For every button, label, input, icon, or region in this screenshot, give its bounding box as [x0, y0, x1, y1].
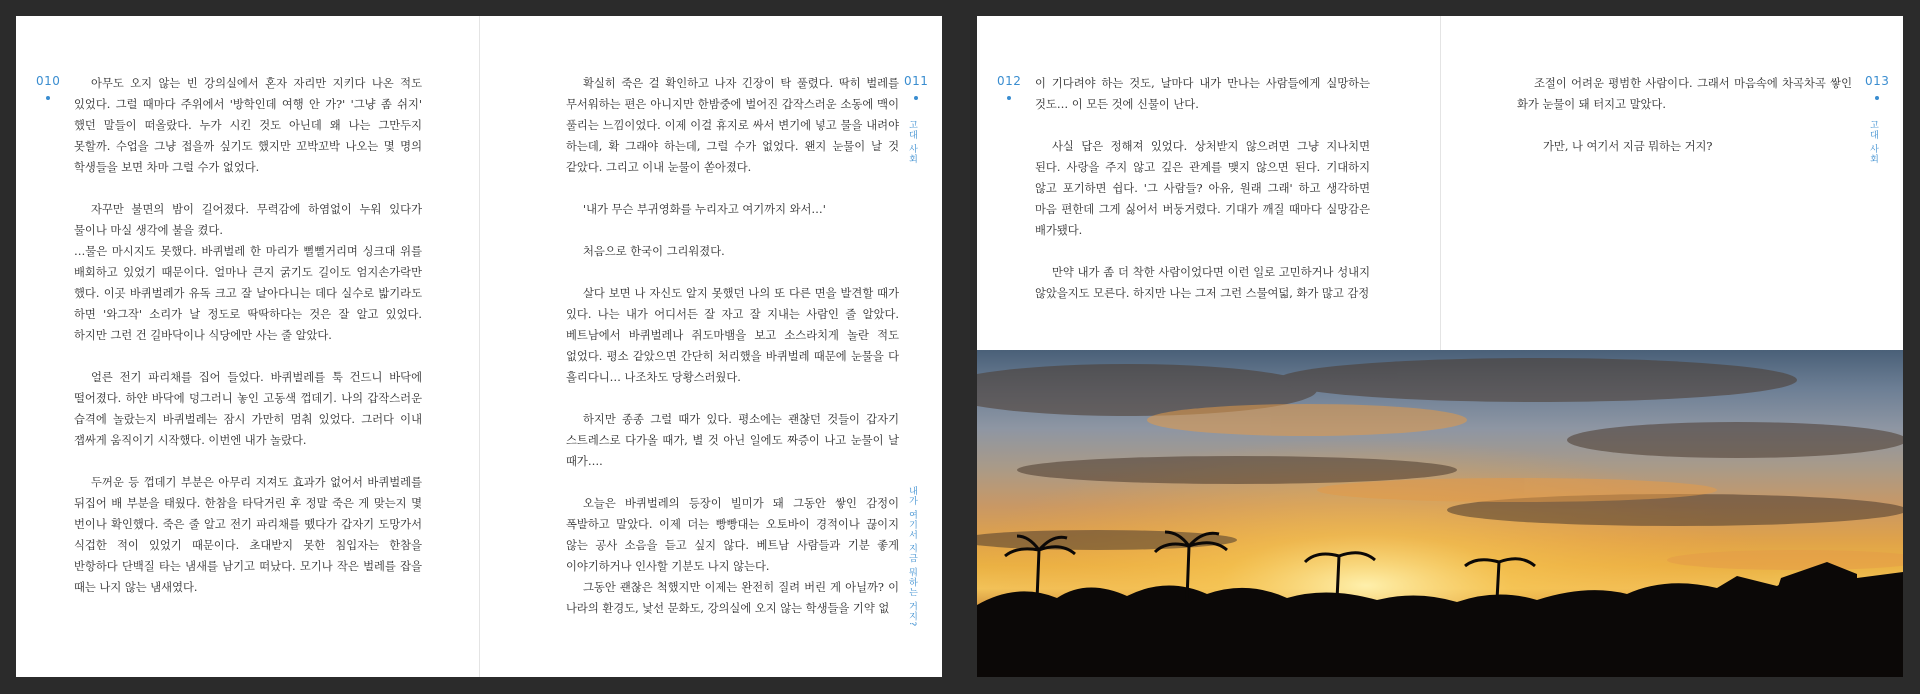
- paragraph: 사실 답은 정해져 있었다. 상처받지 않으려면 그냥 지나치면 된다. 사랑을 주지 않고 깊은 관계를 맺지 않으면 된다. 기대하지 않고 포기하면 쉽다. '그 사람들? 아유, 원래 그래' 하고 생각하면 마음 편한데 그게 싫어서 버둥거렸다. 기대가 깨질 때마다 실망감은 배가됐다.: [1035, 140, 1370, 237]
- page-012-body: [1035, 73, 1370, 325]
- paragraph: 처음으로 한국이 그리워졌다.: [583, 245, 725, 258]
- page-010-body: [74, 73, 422, 619]
- paragraph: 오늘은 바퀴벌레의 등장이 빌미가 돼 그동안 쌓인 감정이 폭발하고 말았다. 이제 더는 빵빵대는 오토바이 경적이나 끊이지 않는 공사 소음을 듣고 싶지 않다. 베트남 사람들과 기분 좋게 이야기하거나 인사할 기분도 나지 않는다.: [566, 497, 899, 573]
- paragraph: 얼른 전기 파리채를 집어 들었다. 바퀴벌레를 툭 건드니 바닥에 떨어졌다. 하얀 바닥에 덩그러니 놓인 고동색 껍데기. 나의 갑작스러운 습격에 놀랐는지 바퀴벌레는 잠시 가만히 멈춰 있었다. 그러다 이내 잽싸게 움직이기 시작했다. 이번엔 내가 놀랐다.: [74, 371, 422, 447]
- page-number-012: [997, 74, 1021, 100]
- page-number-text: 013: [1865, 74, 1890, 88]
- paragraph: 이 기다려야 하는 것도, 날마다 내가 만나는 사람들에게 실망하는 것도… 이 모든 것에 신물이 난다.: [1035, 77, 1370, 111]
- sunset-illustration: [977, 350, 1903, 677]
- page-number-text: 012: [997, 74, 1022, 88]
- page-number-dot: [46, 96, 50, 100]
- sunset-photo: [977, 350, 1903, 677]
- page-number-013: [1865, 74, 1889, 100]
- side-title: 내가 여기서 지금 뭐하는 거지?: [907, 486, 917, 628]
- page-number-text: 010: [36, 74, 61, 88]
- page-number-dot: [914, 96, 918, 100]
- paragraph: 만약 내가 좀 더 착한 사람이었다면 이런 일로 고민하거나 성내지 않았을지도 모른다. 하지만 나는 그저 그런 스물여덟, 화가 많고 감정: [1035, 266, 1370, 300]
- page-number-010: [36, 74, 60, 100]
- page-number-dot: [1007, 96, 1011, 100]
- paragraph: 두꺼운 등 껍데기 부분은 아무리 지져도 효과가 없어서 바퀴벌레를 뒤집어 배 부분을 태웠다. 한참을 타닥거린 후 정말 죽은 게 맞는지 몇 번이나 확인했다. 죽은 줄 알고 전기 파리채를 뗐다가 갑자기 도망가서 식겁한 적이 있었기 때문이다. 초대받지 못한 침입자는 한참을 반항하다 단백질 타는 냄새를 남기고 떠났다. 모기나 작은 벌레를 잡을 때는 나지 않는 냄새였다.: [74, 476, 422, 594]
- running-head: 고대 사회: [907, 120, 917, 164]
- paragraph: 확실히 죽은 걸 확인하고 나자 긴장이 탁 풀렸다. 딱히 벌레를 무서워하는 편은 아니지만 한밤중에 벌어진 갑작스러운 소동에 맥이 풀리는 느낌이었다. 이제 이걸 휴지로 싸서 변기에 넣고 물을 내려야 하는데, 확 그래야 하는데, 그럴 수가 없었다. 왠지 눈물이 날 것 같았다. 그리고 이내 눈물이 쏟아졌다.: [566, 77, 899, 174]
- page-013-body: [1517, 73, 1852, 178]
- page-number-011: [904, 74, 928, 100]
- paragraph: 조절이 어려운 평범한 사람이다. 그래서 마음속에 차곡차곡 쌓인 화가 눈물이 돼 터지고 말았다.: [1517, 77, 1852, 111]
- quote-line: '내가 무슨 부귀영화를 누리자고 여기까지 와서…': [583, 203, 826, 216]
- left-spread: [16, 16, 942, 677]
- page-number-text: 011: [904, 74, 929, 88]
- right-spread: [977, 16, 1903, 677]
- paragraph: 가만, 나 여기서 지금 뭐하는 거지?: [1543, 140, 1713, 153]
- paragraph: 아무도 오지 않는 빈 강의실에서 혼자 자리만 지키다 나온 적도 있었다. 그럴 때마다 주위에서 '방학인데 여행 안 가?' '그냥 좀 쉬지' 했던 말들이 떠올랐다. 누가 시킨 것도 아닌데 왜 나는 그만두지 못할까. 수업을 그냥 접을까 싶기도 했지만 꼬박꼬박 나오는 몇 명의 학생들을 보면 차마 그럴 수가 없었다.: [74, 77, 422, 174]
- paragraph: …물은 마시지도 못했다. 바퀴벌레 한 마리가 뻘뻘거리며 싱크대 위를 배회하고 있었기 때문이다. 얼마나 큰지 굵기도 길이도 엄지손가락만 했다. 이곳 바퀴벌레가 유독 크고 잘 날아다니는 데다 실수로 밟기라도 하면 '와그작' 소리가 날 정도로 딱딱하다는 것은 잘 알고 있었다. 하지만 그런 건 길바닥이나 식당에만 사는 줄 알았다.: [74, 245, 422, 342]
- paragraph: 그동안 괜찮은 척했지만 이제는 완전히 질려 버린 게 아닐까? 이 나라의 환경도, 낯선 문화도, 강의실에 오지 않는 학생들을 기약 없: [566, 581, 899, 615]
- gutter-divider: [479, 16, 480, 677]
- page-number-dot: [1875, 96, 1879, 100]
- paragraph: 자꾸만 불면의 밤이 길어졌다. 무력감에 하염없이 누워 있다가 물이나 마실 생각에 불을 켰다.: [74, 203, 422, 237]
- paragraph: 살다 보면 나 자신도 알지 못했던 나의 또 다른 면을 발견할 때가 있다. 나는 내가 어디서든 잘 자고 잘 지내는 사람인 줄 알았다. 베트남에서 바퀴벌레나 쥐도마뱀을 보고 소스라치게 놀란 적도 없었다. 평소 같았으면 간단히 처리했을 바퀴벌레 때문에 눈물을 다 흘리다니… 나조차도 당황스러웠다.: [566, 287, 899, 384]
- page-011-body: [566, 73, 899, 640]
- paragraph: 하지만 종종 그럴 때가 있다. 평소에는 괜찮던 것들이 갑자기 스트레스로 다가올 때가, 별 것 아닌 일에도 짜증이 나고 눈물이 날 때가….: [566, 413, 899, 468]
- running-head: 고대 사회: [1868, 120, 1878, 164]
